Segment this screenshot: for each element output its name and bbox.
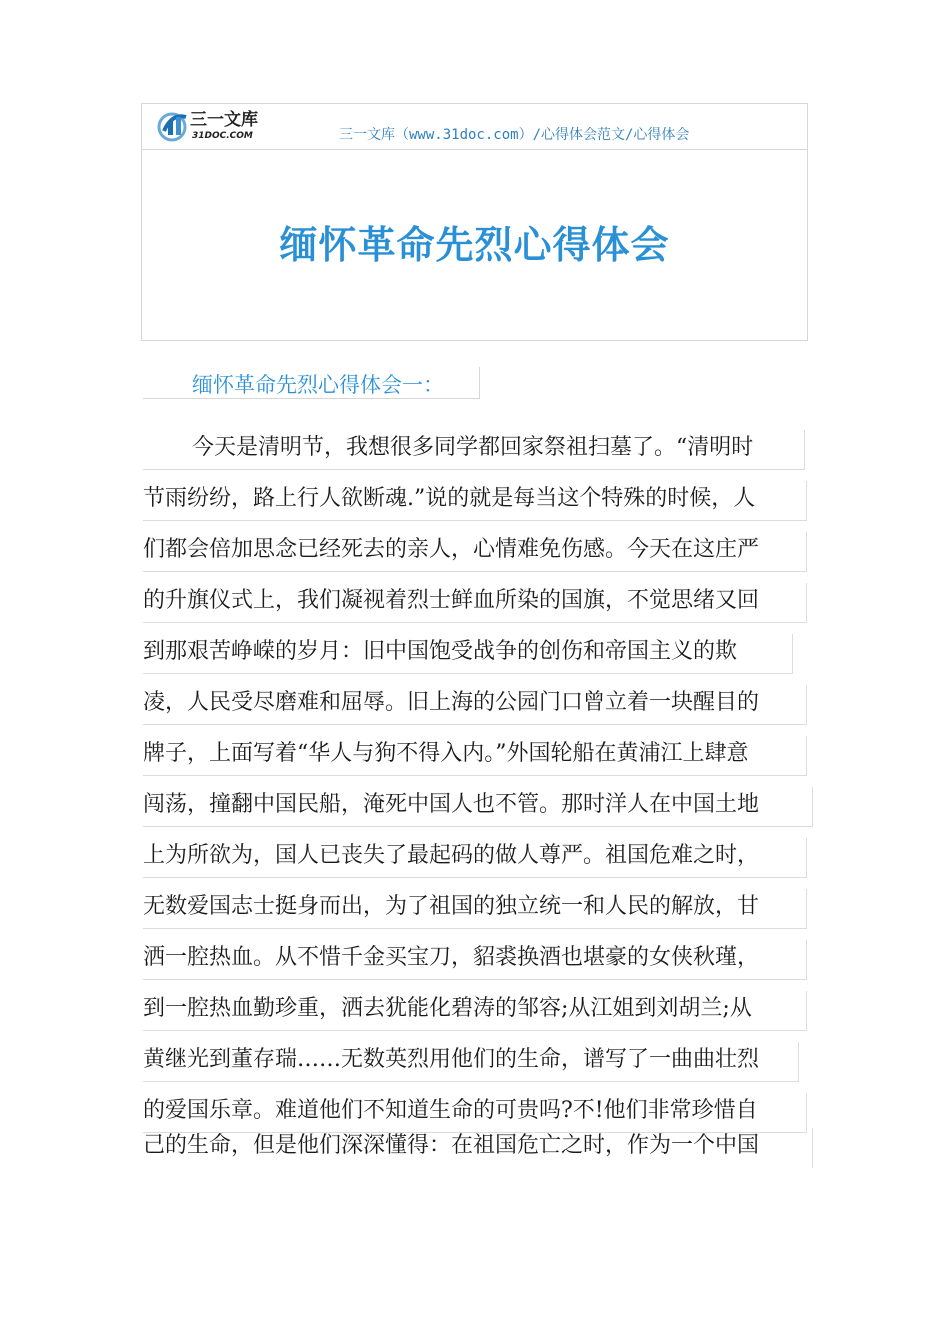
text-line: 们都会倍加思念已经死去的亲人，心情难免伤感。今天在这庄严 (143, 532, 807, 572)
text-line: 无数爱国志士挺身而出，为了祖国的独立统一和人民的解放，甘 (143, 889, 807, 929)
text-line: 黄继光到董存瑞……无数英烈用他们的生命，谱写了一曲曲壮烈 (143, 1042, 799, 1082)
section-heading-text: 缅怀革命先烈心得体会一： (192, 373, 444, 397)
text-line: 到那艰苦峥嵘的岁月：旧中国饱受战争的创伤和帝国主义的欺 (143, 634, 793, 674)
logo-icon (156, 107, 286, 143)
svg-text:31DOC.COM: 31DOC.COM (192, 131, 253, 141)
text-line: 牌子，上面写着“华人与狗不得入内。”外国轮船在黄浦江上肆意 (143, 736, 807, 776)
text-line: 的升旗仪式上，我们凝视着烈士鲜血所染的国旗，不觉思绪又回 (143, 583, 807, 623)
text-line: 凌，人民受尽磨难和屈辱。旧上海的公园门口曾立着一块醒目的 (143, 685, 807, 725)
text-line: 己的生命，但是他们深深懂得：在祖国危亡之时，作为一个中国 (143, 1128, 813, 1168)
document-header (141, 103, 808, 341)
text-line: 今天是清明节，我想很多同学都回家祭祖扫墓了。“清明时 (143, 430, 805, 470)
text-line: 闯荡，撞翻中国民船，淹死中国人也不管。那时洋人在中国土地 (143, 787, 813, 827)
page-title: 缅怀革命先烈心得体会 (279, 223, 670, 267)
text-line: 节雨纷纷，路上行人欲断魂.”说的就是每当这个特殊的时候，人 (143, 481, 807, 521)
text-line: 的爱国乐章。难道他们不知道生命的可贵吗?不!他们非常珍惜自 (143, 1093, 807, 1133)
text-line: 上为所欲为，国人已丧失了最起码的做人尊严。祖国危难之时， (143, 838, 807, 878)
text-line: 到一腔热血勤珍重，洒去犹能化碧涛的邹容;从江姐到刘胡兰;从 (143, 991, 807, 1031)
section-heading (143, 367, 480, 399)
text-line: 洒一腔热血。从不惜千金买宝刀，貂裘换酒也堪豪的女侠秋瑾， (143, 940, 807, 980)
site-logo[interactable] (156, 107, 286, 143)
svg-text:三一文库: 三一文库 (190, 110, 258, 130)
header-bar (142, 104, 807, 150)
breadcrumb[interactable]: 三一文库（www.31doc.com）/心得体会范文/心得体会 (339, 127, 690, 143)
